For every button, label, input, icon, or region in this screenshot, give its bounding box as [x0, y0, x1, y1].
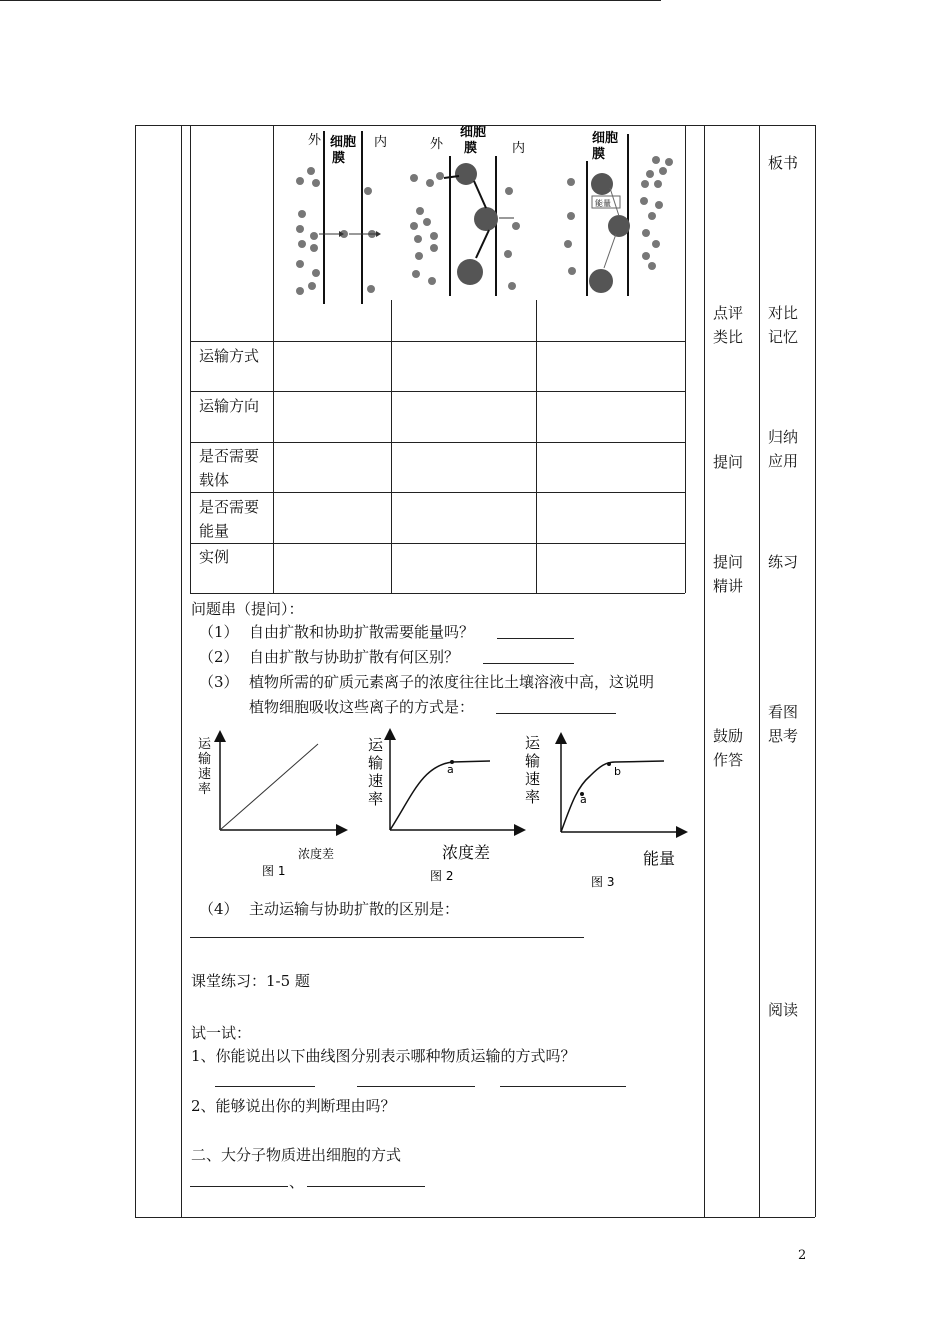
q1-text: 自由扩散和协助扩散需要能量吗？: [249, 623, 475, 641]
diagram-free-diffusion: [296, 131, 387, 304]
graph3-point-a: a: [580, 793, 587, 806]
diagram1-membrane-label: 细胞: [330, 135, 357, 150]
q3-text-line2: 植物细胞吸收这些离子的方式是：: [249, 698, 475, 716]
graph-3: [525, 734, 682, 889]
graph3-xlabel: 能量: [643, 849, 676, 868]
table-col-divider-2: [704, 125, 705, 1217]
graph2-ylabel: 运输速率: [368, 736, 384, 808]
graph1-curve: [220, 744, 318, 830]
diagram1-outside-label: 外: [308, 133, 322, 148]
try-heading: 试一试：: [191, 1024, 252, 1042]
student-activity-board: 板书: [768, 154, 799, 172]
student-activity-read: 阅读: [768, 1001, 799, 1019]
student-activity-observe: 看图思考: [768, 703, 799, 745]
student-activity-summarize: 归纳应用: [768, 428, 799, 470]
diagram2-inside-label: 内: [512, 141, 526, 156]
graph2-xlabel: 浓度差: [442, 843, 491, 862]
section2-answer-blank-2[interactable]: [307, 1186, 425, 1187]
diagram2-membrane-label: 细胞膜: [460, 126, 487, 156]
try-answer-blank-3[interactable]: [500, 1086, 626, 1087]
section-2-heading: 二、大分子物质进出细胞的方式: [191, 1146, 402, 1164]
diagram3-energy-label: 能量: [595, 199, 611, 208]
teacher-activity-comment: 点评类比: [713, 304, 744, 346]
q2-number: （2）: [199, 648, 239, 666]
graph3-caption: 图 3: [591, 875, 615, 889]
q1-number: （1）: [199, 623, 239, 641]
q4-answer-blank[interactable]: [190, 937, 584, 938]
diagram1-membrane-label: 细胞膜: [330, 135, 357, 166]
teacher-activity-question: 提问: [713, 453, 744, 471]
transport-rate-graphs: [190, 728, 690, 898]
row-label-transport-direction: 运输方向: [199, 397, 260, 415]
try-item-1: 1、你能说出以下曲线图分别表示哪种物质运输的方式吗？: [191, 1047, 576, 1065]
row-label-transport-mode: 运输方式: [199, 347, 260, 365]
diagram2-outside-label: 外: [430, 137, 444, 152]
graph1-ylabel: 运输速率: [198, 737, 212, 797]
try-answer-blank-1[interactable]: [215, 1086, 315, 1087]
diagram-facilitated-diffusion: [410, 126, 525, 296]
graph3-ylabel: 运输速率: [525, 734, 541, 806]
q1-answer-blank[interactable]: [497, 638, 574, 639]
table-left-border: [135, 125, 136, 1217]
teacher-activity-explain: 提问精讲: [713, 553, 744, 595]
table-col-divider-1: [181, 125, 182, 1217]
graph1-xlabel: 浓度差: [298, 847, 335, 861]
q4-text: 主动运输与协助扩散的区别是：: [249, 900, 460, 918]
q4-number: （4）: [199, 900, 239, 918]
q2-text: 自由扩散与协助扩散有何区别？: [249, 648, 460, 666]
graph3-curve: [561, 761, 664, 832]
graph3-point-b: b: [614, 765, 621, 778]
table-col-divider-3: [759, 125, 760, 1217]
section2-answer-blank-1[interactable]: [190, 1186, 288, 1187]
membrane-diagrams: [274, 126, 685, 306]
header-rule: [0, 0, 661, 1]
student-activity-practice: 练习: [768, 553, 799, 571]
section2-separator: 、: [289, 1173, 305, 1191]
table-bottom-border: [135, 1217, 815, 1218]
graph2-caption: 图 2: [430, 869, 454, 883]
graph-2: [368, 734, 520, 883]
try-answer-blank-2[interactable]: [357, 1086, 475, 1087]
student-activity-compare: 对比记忆: [768, 304, 799, 346]
diagram3-membrane-label: 细胞膜: [592, 131, 619, 162]
q3-text: 植物所需的矿质元素离子的浓度往往比土壤溶液中高，这说明: [249, 673, 655, 691]
q2-answer-blank[interactable]: [483, 663, 574, 664]
table-right-border: [815, 125, 816, 1217]
graph-1: [198, 736, 342, 878]
try-item-2: 2、能够说出你的判断理由吗？: [191, 1097, 396, 1115]
page-number: 2: [798, 1248, 807, 1263]
row-label-energy: 是否需要能量: [199, 498, 260, 540]
classroom-practice: 课堂练习：1-5 题: [191, 972, 310, 990]
graph1-caption: 图 1: [262, 864, 286, 878]
row-label-carrier: 是否需要载体: [199, 447, 260, 489]
teacher-activity-encourage: 鼓励作答: [713, 727, 744, 769]
graph2-point-a: a: [447, 763, 454, 776]
row-label-examples: 实例: [199, 548, 230, 566]
q3-number: （3）: [199, 673, 239, 691]
graph2-curve: [390, 761, 490, 830]
question-chain-heading: 问题串（提问）：: [191, 600, 304, 618]
diagram1-inside-label: 内: [374, 135, 388, 150]
diagram-active-transport: [564, 130, 673, 296]
q3-answer-blank[interactable]: [496, 713, 616, 714]
